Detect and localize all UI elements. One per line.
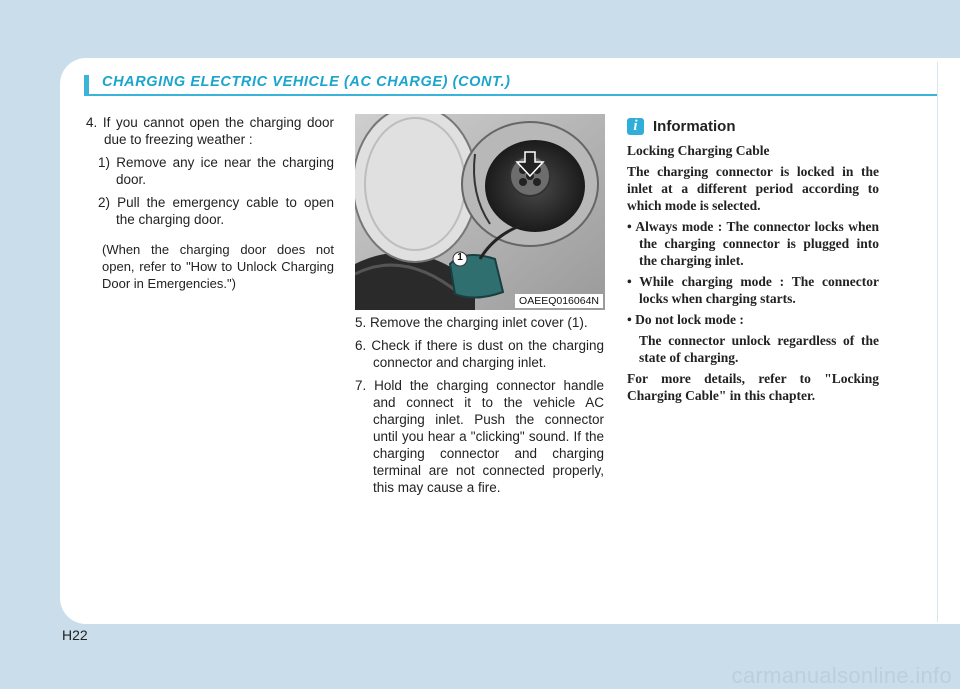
section-header xyxy=(84,74,937,96)
substep-2: 2) Pull the emergency cable to open the charging door. xyxy=(98,195,334,227)
header-rule xyxy=(84,94,937,96)
charging-inlet-illustration xyxy=(355,114,605,310)
info-bullet-always: • Always mode : The connector locks when the charging connector is plugged into the charging inlet. xyxy=(627,219,879,268)
information-box xyxy=(627,116,879,408)
info-footer: For more details, refer to "Locking Charging Cable" in this chapter. xyxy=(627,371,879,403)
page-number: H22 xyxy=(62,627,88,643)
info-bullet-no-lock: • Do not lock mode : xyxy=(627,312,744,327)
step-7: 7. Hold the charging connector handle and connect it to the vehicle AC charging inlet. Push the connector until you hear a "clicking" sound. If the charging connector and charging terminal are not connected properly, this may cause a fire. xyxy=(355,378,604,495)
middle-column xyxy=(355,314,604,502)
information-title: Information xyxy=(653,117,736,135)
callout-number: 1 xyxy=(457,252,463,263)
figure-code: OAEEQ016064N xyxy=(515,294,603,308)
substep-1: 1) Remove any ice near the charging door. xyxy=(98,155,334,187)
header-accent xyxy=(84,75,89,95)
information-header xyxy=(627,116,879,136)
charging-inlet-figure xyxy=(355,114,605,310)
step-4: 4. If you cannot open the charging door due to freezing weather : xyxy=(86,115,334,147)
info-icon: i xyxy=(627,118,644,135)
left-column xyxy=(86,114,334,305)
info-intro: The charging connector is locked in the inlet at a different period according to which mode is selected. xyxy=(627,164,879,213)
margin-line xyxy=(937,62,938,622)
section-title: CHARGING ELECTRIC VEHICLE (AC CHARGE) (CONT.) xyxy=(102,74,511,90)
info-subtitle: Locking Charging Cable xyxy=(627,143,770,158)
emergency-note: (When the charging door does not open, refer to "How to Unlock Charging Door in Emergencies.") xyxy=(102,242,334,291)
info-bullet-charging: • While charging mode : The connector locks when charging starts. xyxy=(627,274,879,306)
step-5: 5. Remove the charging inlet cover (1). xyxy=(355,315,588,330)
info-bullet-no-lock-detail: The connector unlock regardless of the state of charging. xyxy=(639,333,879,365)
step-6: 6. Check if there is dust on the charging connector and charging inlet. xyxy=(355,338,604,370)
watermark: carmanualsonline.info xyxy=(731,663,952,688)
